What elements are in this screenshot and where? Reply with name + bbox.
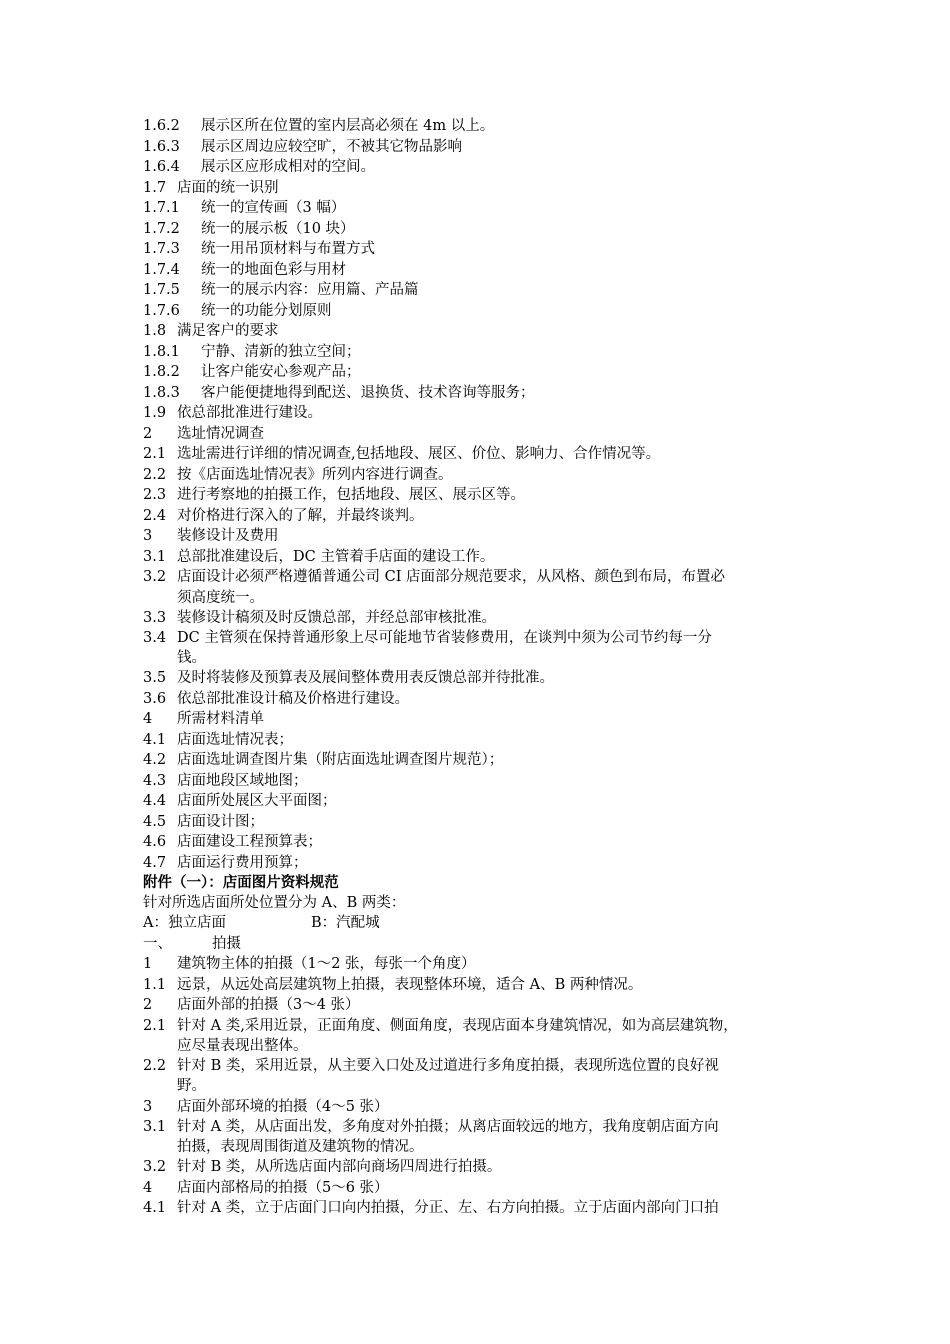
list-item-continuation: 钱。 [177,650,206,666]
list-item-continuation: 应尽量表现出整体。 [177,1038,308,1054]
appendix-intro: 针对所选店面所处位置分为 A、B 两类： [143,895,406,911]
appendix-title: 附件（一）：店面图片资料规范 [143,874,339,891]
list-item-continuation: 拍摄，表现周围街道及建筑物的情况。 [177,1139,424,1155]
section-heading-number: 一、 [143,936,172,952]
list-item-continuation: 野。 [177,1078,206,1094]
document-page: 1.6.2 展示区所在位置的室内层高必须在 4m 以上。 1.6.3 展示区周边应较空旷，不被其它物品影响 1.6.4 展示区应形成相对的空间。 1.7 店面的统一识别 1.7.1 统一的宣传画（3 幅） 1.7.2 统一的展示板（10 块） 1.7.3 统一用吊顶材料与布置方式 1.7.4 统一的地面色彩与用材 1.7.5 统一的展示内容：应用篇、产品篇 1.7.6 统一的功能分划原则 1.8 满足客户的要求 1.8.1 宁静、清新的独立空间； 1.8.2 让客户能安心参观产品； 1.8.3 客户能便捷地得到配送、退换货、技术咨询等服务； 1.9 依总部批准进行建设。 2 选址情况调查 2.1 选址需进行详细的情况调查,包括地段、展区、价位、影响力、合作情况等。 2.2 按《店面选址情况表》所列内容进行调查。 2.3 进行考察地的拍摄工作，包括地段、展区、展示区等。 2.4 对价格进行深入的了解，并最终谈判。 3 装修设计及费用 3.1 总部批准建设后，DC 主管着手店面的建设工作。 3.2 店面设计必须严格遵循普通公司 CI 店面部分规范要求，从风格、颜色到布局，布置必 须高度统一。 3.3 装修设计稿须及时反馈总部，并经总部审核批准。 3.4 DC 主管须在保持普通形象上尽可能地节省装修费用，在谈判中须为公司节约每一分 钱。 3.5 及时将装修及预算表及展间整体费用表反馈总部并待批准。 3.6 依总部批准设计稿及价格进行建设。 4 所需材料清单 4.1 店面选址情况表； 4.2 店面选址调查图片集（附店面选址调查图片规范）； 4.3 店面地段区域地图； 4.4 店面所处展区大平面图； 4.5 店面设计图； 4.6 店面建设工程预算表； 4.7 店面运行费用预算； 附件（一）：店面图片资料规范 针对所选店面所处位置分为 A、B 两类： A：独立店面 B：汽配城 一、 拍摄 1 建筑物主体的拍摄（1～2 张，每张一个角度） 1.1 远景，从远处高层建筑物上拍摄，表现整体环境，适合 A、B 两种情况。 2 店面外部的拍摄（3～4 张） 2.1 针对 A 类,采用近景，正面角度、侧面角度，表现店面本身建筑情况，如为高层建筑物， 应尽量表现出整体。 2.2 针对 B 类，采用近景，从主要入口处及过道进行多角度拍摄，表现所选位置的良好视 野。 3 店面外部环境的拍摄（4～5 张） 3.1 针对 A 类，从店面出发，多角度对外拍摄；从离店面较远的地方，我角度朝店面方向 拍摄，表现周围街道及建筑物的情况。 3.2 针对 B 类，从所选店面内部向商场四周进行拍摄。 4 店面内部格局的拍摄（5～6 张） 4.1 针对 A 类，立于店面门口向内拍摄，分正、左、右方向拍摄。立于店面内部向门口拍 [143,118,738,1216]
list-item-continuation: 须高度统一。 [177,590,264,606]
appendix-type-b: B：汽配城 [311,915,380,931]
section-heading: 拍摄 [212,936,241,952]
appendix-type-a: A：独立店面 [143,915,226,931]
